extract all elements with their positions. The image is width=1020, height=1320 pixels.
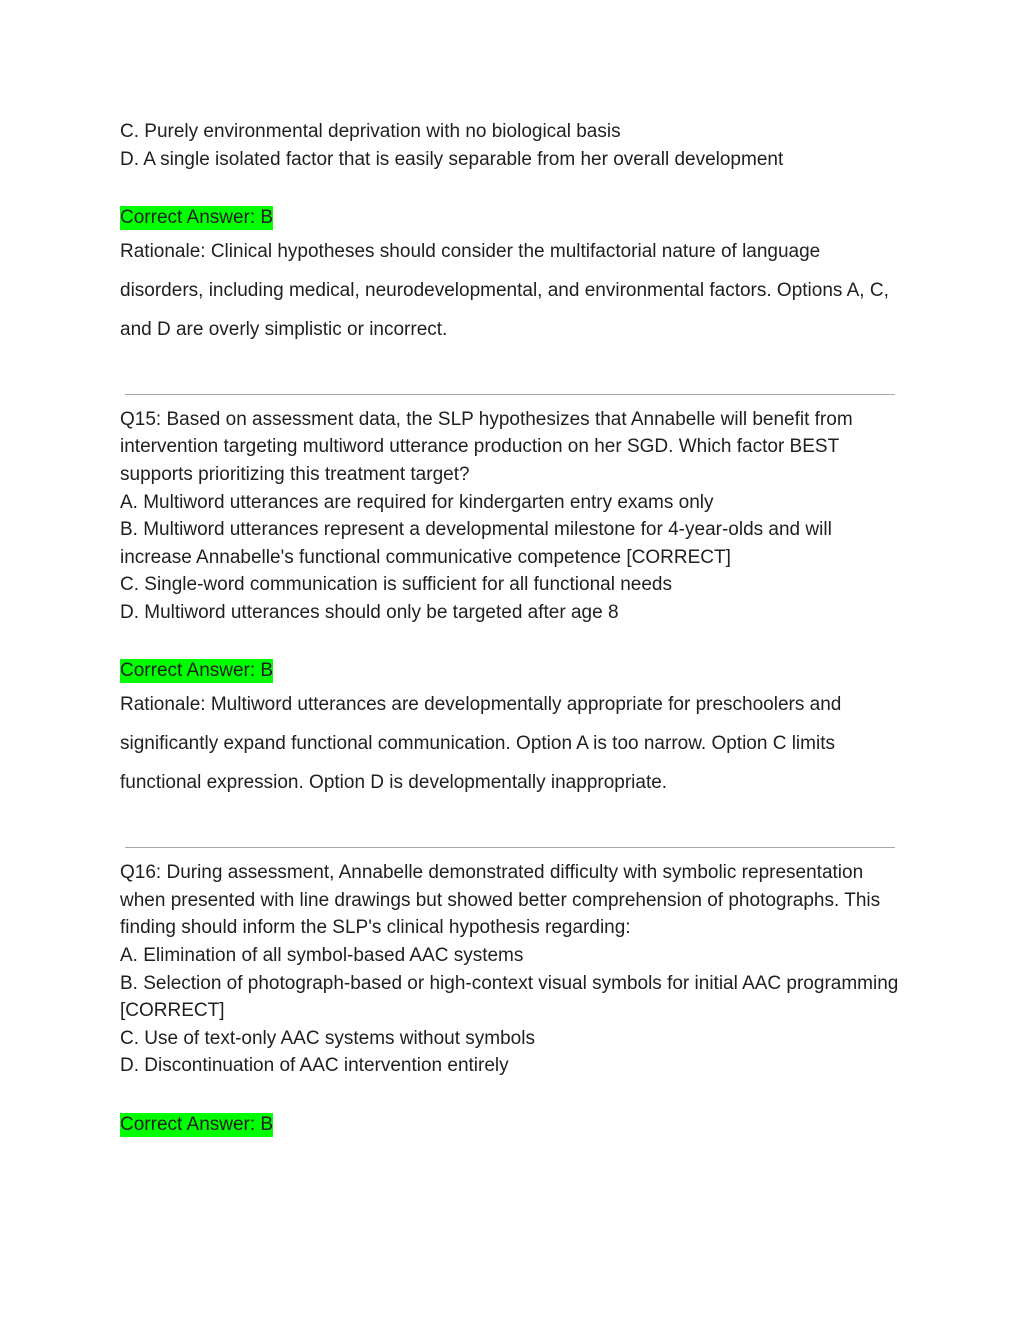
q15-question: Q15: Based on assessment data, the SLP hypothesizes that Annabelle will benefit from intervention targeting multiword utterance production on her SGD. Which factor BEST supports prioritizing this treatment target? (120, 408, 853, 485)
q16-option-c: C. Use of text-only AAC systems without symbols (120, 1027, 535, 1049)
spacer (120, 395, 900, 406)
q14-option-c: C. Purely environmental deprivation with no biological basis (120, 121, 621, 142)
q16-option-b: B. Selection of photograph-based or high-context visual symbols for initial AAC programming [CORRECT] (120, 972, 899, 1022)
q15-answer-row (120, 658, 900, 686)
spacer (120, 627, 900, 658)
document-body (120, 118, 900, 1138)
q16-answer-row (120, 1111, 900, 1139)
q16-option-d: D. Discontinuation of AAC intervention entirely (120, 1055, 509, 1077)
q16-correct-answer: Correct Answer: B (120, 1113, 274, 1135)
q15-rationale: Rationale: Multiword utterances are developmentally appropriate for preschoolers and significantly expand functional communication. Option A is too narrow. Option C limits functional expression. Option D is developmentally inappropriate. (120, 694, 842, 794)
q15-option-d: D. Multiword utterances should only be targeted after age 8 (120, 601, 619, 623)
q16-option-a: A. Elimination of all symbol-based AAC systems (120, 944, 524, 966)
q15-option-c: C. Single-word communication is sufficient for all functional needs (120, 574, 672, 596)
spacer (120, 1080, 900, 1111)
q15-option-a: A. Multiword utterances are required for kindergarten entry exams only (120, 491, 714, 513)
spacer (120, 173, 900, 204)
q15-option-b: B. Multiword utterances represent a developmental milestone for 4-year-olds and will increase Annabelle's functional communicative competence [CORRECT] (120, 519, 832, 568)
q15-correct-answer: Correct Answer: B (120, 660, 274, 682)
q14-answer-row (120, 204, 900, 232)
spacer (120, 802, 900, 847)
q14-rationale: Rationale: Clinical hypotheses should consider the multifactorial nature of language disorders, including medical, neurodevelopmental, and environmental factors. Options A, C, and D are overly simplistic or incorrect. (120, 240, 889, 340)
q14-option-d: D. A single isolated factor that is easily separable from her overall development (120, 148, 784, 170)
q16-question: Q16: During assessment, Annabelle demonstrated difficulty with symbolic representation when presented with line drawings but showed better comprehension of photographs. This finding should inform the SLP's clinical hypothesis regarding: (120, 862, 881, 939)
q14-correct-answer: Correct Answer: B (120, 206, 274, 228)
spacer (120, 848, 900, 859)
spacer (120, 349, 900, 394)
